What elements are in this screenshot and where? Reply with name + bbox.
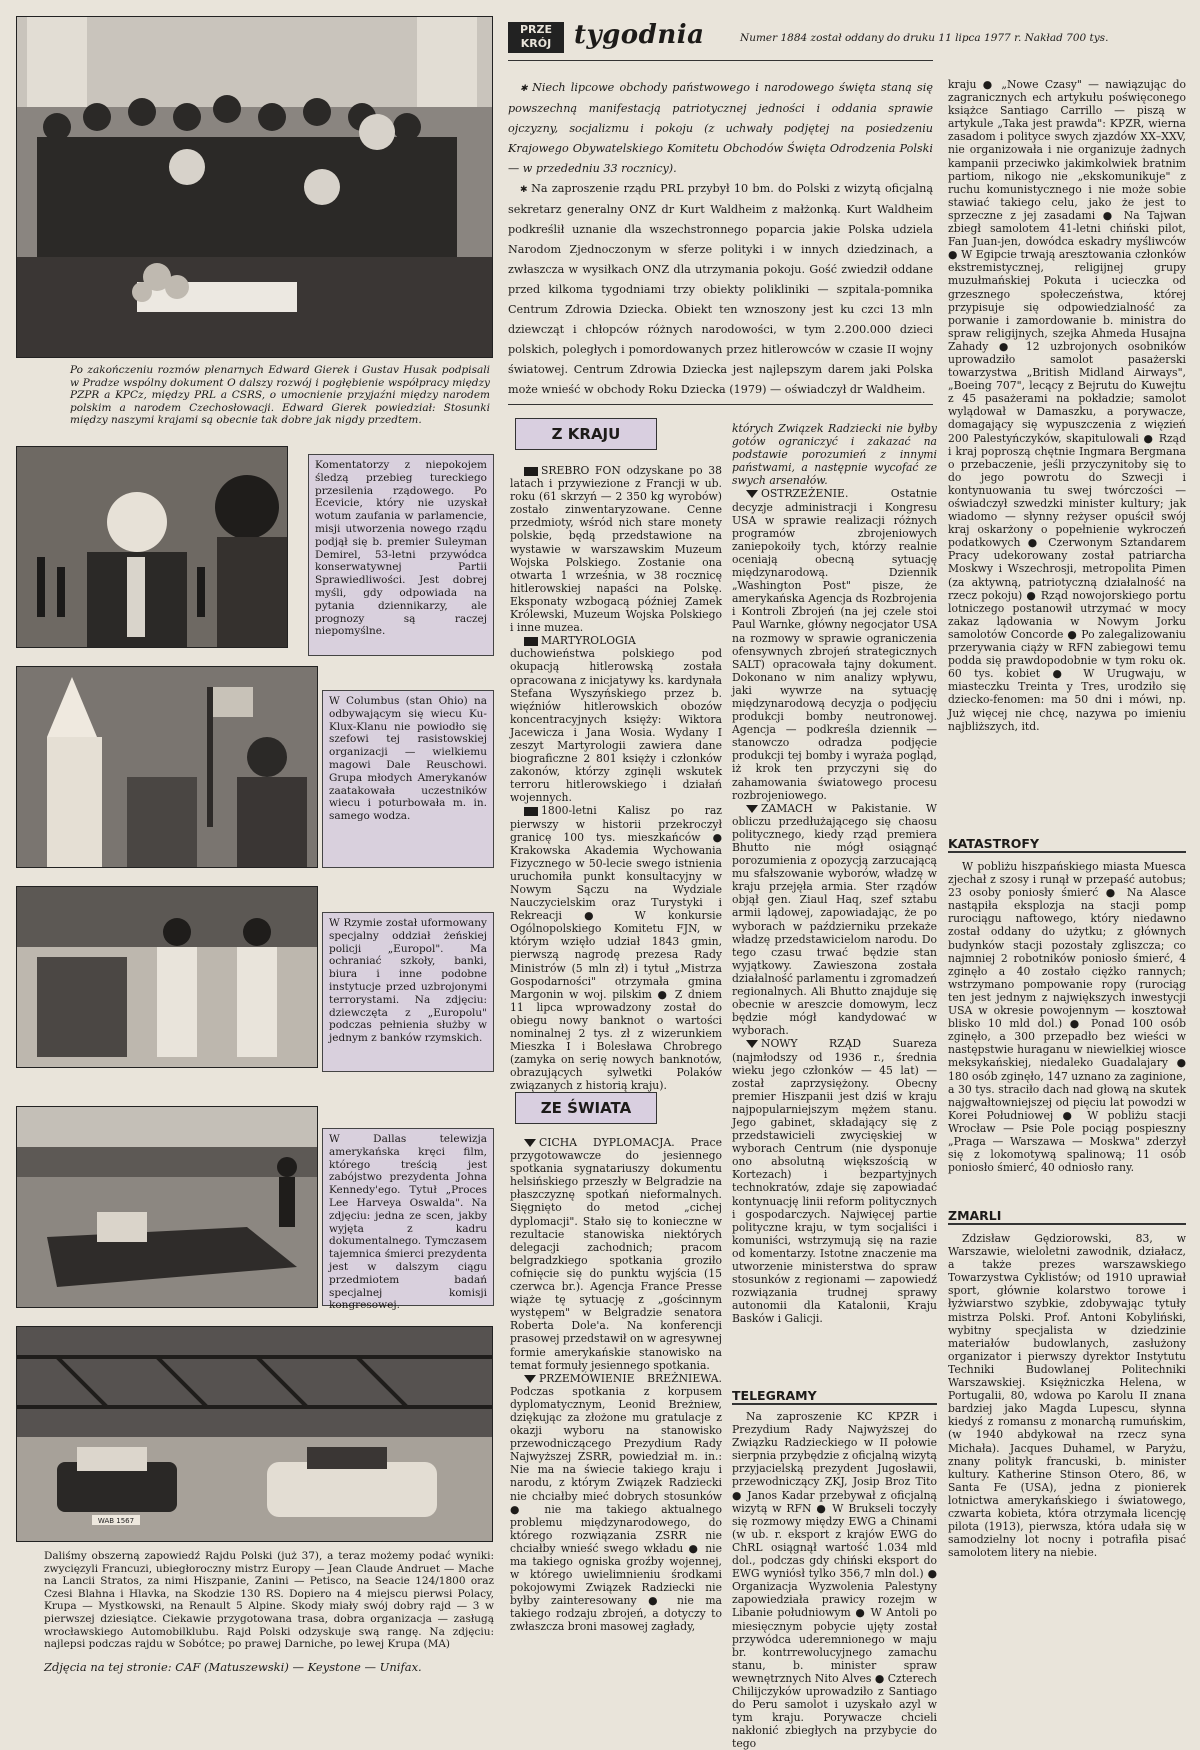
ze-swiata-p2: PRZEMÓWIENIE BREŻNIEWA. Podczas spotkania z korpusem dyplomatycznym, Leonid Breżniew, dziękując za złożone mu gratulacje z okazji wyboru na stanowisko przewodniczącego Prezydium Rady Najwyższej ZSRR, powiedział m. in.: Nie ma na świecie takiego kraju i narodu, z którym Związek Radziecki nie chciałby mieć dobrych stosunków ● nie ma takiego aktualnego problemu międzynarodowego, do którego rozwiązania ZSRR nie chciałby wnieść swego wkładu ● nie ma takiego ogniska groźby wojennej, w którego uwielimnieniu środkami pokojowymi Związek Radziecki nie byłby zainteresowany ● nie ma takiego rodzaju zbrojeń, a dotyczy to zwłaszcza broni masowej zagłady,	[510, 1371, 722, 1634]
bullet-triangle-icon	[524, 1139, 536, 1147]
photo-kkk-graphic	[17, 667, 317, 867]
caption-signing: Po zakończeniu rozmów plenarnych Edward Gierek i Gustav Husak podpisali w Pradze wspólny dokument O dalszy rozwój i pogłębienie współpracy między PZPR a KPCz, między PRL a CSRS, o umocnienie przyjaźni między narodem polskim a narodem Czechosłowacji. Edward Gierek powiedział: Stosunki między naszymi krajami są obecnie tak dobre jak nigdy przedtem.	[70, 364, 490, 427]
col2b-p2: OSTRZEŻENIE. Ostatnie decyzje administracji i Kongresu USA w sprawie realizacji różnych programów zbrojeniowych zaniepokoiły tych, którzy realnie oceniają obecną sytuację międzynarodową. Dziennik „Washington Post" pisze, że amerykańska Agencja ds Rozbrojenia i Kontroli Zbrojeń (na jej czele stoi Paul Warnke, główny negocjator USA na rozmowy w sprawie ograniczenia ofensywnych zbrojeń strategicznych SALT) opracowała tajny dokument. Dokonano w nim analizy wpływu, jaki wywrze na sytuację międzynarodową decyzja o podjęciu produkcji bomby neutronowej. Agencja — podkreśla dziennik — stanowczo odradza podjęcie produkcji tej bomby i wyraża pogląd, iż krok ten przyczyni się do zahamowania światowego procesu rozbrojeniowego.	[732, 487, 937, 802]
photo-rally-graphic	[17, 1327, 492, 1541]
heading-telegramy: TELEGRAMY	[732, 1388, 937, 1405]
logo-przekroj	[508, 22, 564, 53]
col2b-p1: których Związek Radziecki nie byłby gotów ograniczyć i zakazać na podstawie porozumień z innymi państwami, a następnie wycofać ze swych arsenałów.	[732, 422, 937, 488]
caption-europol-box	[322, 912, 494, 1072]
caption-demirel: Komentatorzy z niepokojem śledzą przebieg tureckiego przesilenia rządowego. Po Ecevicie, który nie uzyskał wotum zaufania w parlamencie, misji utworzenia nowego rządu podjął się b. premier Suleyman Demirel, 53-letni przywódca konserwatywnej Partii Sprawiedliwości. Jest dobrej myśli, gdy odpowiada na pytania dziennikarzy, ale prognozy są raczej niepomyślne.	[315, 459, 487, 638]
zmarli-column	[948, 1232, 1186, 1559]
caption-rally: Daliśmy obszerną zapowiedź Rajdu Polski (już 37), a teraz możemy podać wyniki: zwycięzyli Francuzi, ubiegłoroczny mistrz Europy — Jean Claude Andruet — Mache na Lancii Stratos, za nimi Hiszpanie, Zanini — Petisco, na Seacie 124/1800 oraz Czesi Blahna i Hlavka, na Skodzie 130 RS. Dopiero na 4 miejscu pierwsi Polacy, Krupa — Mystkowski, na Renault 5 Alpine. Skody miały swój dobry rajd — 3 w pierwszej dziesiątce. Ciekawie przygotowana trasa, dobra organizacja — zasługą wrocławskiego Automobilklubu. Rajd Polski odzyskuje swą rangę. Na zdjęciu: najlepsi podczas rajdu w Sobótce; po prawej Darniche, po lewej Krupa (MA)	[44, 1550, 494, 1651]
heading-ze-swiata: ZE ŚWIATA	[515, 1092, 657, 1124]
photo-dallas-graphic	[17, 1107, 317, 1307]
world-news-column	[732, 422, 937, 1325]
photo-europol-graphic	[17, 887, 317, 1067]
bullet-triangle-icon	[746, 1040, 758, 1048]
caption-dallas-box	[322, 1128, 494, 1312]
caption-demirel-box	[308, 454, 494, 656]
col3-p1: kraju ● „Nowe Czasy" — nawiązując do zagranicznych ech artykułu poświęconego książce Santiago Carrillo — piszą w artykule „Taka jest prawda": KPZR, wierna zasadom i polityce swych zjazdów XX–XXV, nie organizowała i nie organizuje żadnych kampanii przeciwko jakimkolwiek bratnim partiom, nikogo nie „ekskomunikuje" z ruchu komunistycznego i nie może sobie stawiać takiego celu, jako że jest to sprzeczne z jej zasadami ● Na Tajwan zbiegł samolotem 41-letni chiński pilot, Fan Juan-jen, dowódca eskadry myśliwców ● W Egipcie trwają aresztowania członków ekstremistycznej, religijnej grupy muzułmańskiej Pokuta i ucieczka od grzesznego społeczeństwa, której przypisuje się odpowiedzialność za porwanie i zamordowanie b. ministra do spraw religijnych, szejka Ahmeda Husajna Zahady ● 12 uzbrojonych osobników uprowadziło samolot pasażerski towarzystwa „British Midland Airways", „Boeing 707", lecący z Bejrutu do Kuwejtu z 45 pasażerami na pokładzie; samolot wylądował w Damaszku, a porywacze, domagający się wypuszczenia z więzień 200 Palestyńczyków, skapitulowali ● Rząd i kraj poproszą chętnie Ingmara Bergmana o przebaczenie, jeśli przyczynitoby się to do jego powrotu do Szwecji i kontynuowania tu swej twórczości — oświadczył szwedzki minister kultury; jak wiadomo — słynny reżyser opuścił swój kraj oskarżony o popełnienie wykroczeń podatkowych ● Czerwonym Sztandarem Pracy udekorowany został patriarcha Moskwy i Wszechrosji, metropolita Pimen (za aktywną, patriotyczną działalność na rzecz pokoju) ● Rząd nowojorskiego portu lotniczego postanowił utrzymać w mocy zakaz lądowania w Nowym Jorku samolotów Concorde ● Po zalegalizowaniu przerywania ciąży w RFN zabiegowi temu podda się prawdopodobnie w tym roku ok. 60 tys. kobiet ● W Urugwaju, w miasteczku Treinta y Tres, urodziło się dziecko-fenomen: ma 50 dni i mówi, np. Już więcej nie chcę, nazywa po imieniu najbliższych, itd.	[948, 78, 1186, 733]
right-column	[948, 78, 1186, 733]
top-para-1: Niech lipcowe obchody państwowego i narodowego święta staną się powszechną manifestacją patriotycznej jedności i oddania sprawie ojczyzny, socjalizmu i pokoju (z uchwały podjętej na posiedzeniu Krajowego Obywatelskiego Komitetu Obchodów Święta Odrodzenia Polski — w przededniu 33 rocznicy).	[508, 81, 934, 175]
asterisk-icon: ✱	[520, 84, 533, 94]
photo-demirel-graphic	[17, 447, 287, 647]
photo-signing-graphic	[17, 17, 492, 357]
z-kraju-p1: SREBRO FON odzyskane po 38 latach i przywiezione z Francji w ub. roku (61 skrzyń — 2 350 kg wyrobów) zostało zinwentaryzowane. Cenne przedmioty, wśród nich stare monety polskie, będą przedstawione na wystawie w warszawskim Muzeum Wojska Polskiego. Zostanie ona otwarta 1 września, w 38 rocznicę hitlerowskiej napaści na Polskę. Eksponaty wzbogacą później Zamek Królewski, Muzeum Wojska Polskiego i inne muzea.	[510, 464, 722, 635]
bullet-triangle-icon	[524, 1375, 536, 1383]
caption-kkk: W Columbus (stan Ohio) na odbywającym się wiecu Ku-Klux-Klanu nie powiodło się szefowi tej rasistowskiej organizacji — wielkiemu magowi Dale Reuschowi. Grupa młodych Amerykanów zaatakowała uczestników wiecu i poturbowała m. in. samego wodza.	[329, 695, 487, 823]
z-kraju-column	[510, 464, 722, 1093]
photo-signing-ceremony	[16, 16, 493, 358]
bullet-square-icon	[524, 467, 538, 476]
top-block-rule	[508, 404, 933, 405]
photo-kkk	[16, 666, 318, 868]
heading-z-kraju: Z KRAJU	[515, 418, 657, 450]
bullet-square-icon	[524, 637, 538, 646]
katastrofy-text: W pobliżu hiszpańskiego miasta Muesca zjechał z szosy i runął w przepaść autobus; 23 osoby poniosły śmierć ● Na Alasce nastąpiła eksplozja na stacji pomp rurociągu naftowego, który niedawno został oddany do użytku; z głównych budynków stacji pozostały zgliszcza; co najmniej 2 robotników poniosło śmierć, 4 zginęło a 40 zostało ciężko rannych; wstrzymano pompowanie ropy (rurociąg ten jest jednym z największych inwestycji USA w okresie powojennym — kosztował blisko 10 mld dol.) ● Ponad 100 osób zginęło, a 300 przepadło bez wieści w następstwie huraganu w niewielkiej wiosce meksykańskiej, niedaleko Guadalajary ● 180 osób zginęło, 147 uznano za zaginione, a 30 tys. straciło dach nad głową na skutek najgwałtowniejszej od pięciu lat powodzi w Korei Południowej ● W pobliżu stacji Wrocław — Psie Pole pociąg pospieszny „Praga — Warszawa — Moskwa" zderzył się z lokomotywą spalinową; 11 osób poniosło śmierć, 40 odniosło rany.	[948, 860, 1186, 1175]
caption-kkk-box	[322, 690, 494, 868]
caption-dallas: W Dallas telewizja amerykańska kręci film, którego treścią jest zabójstwo prezydenta Johna Kennedy'ego. Tytuł „Proces Lee Harveya Oswalda". Na zdjęciu: jedna ze scen, jakby wyjęta z kadru dokumentalnego. Tymczasem tajemnica śmierci prezydenta jest w dalszym ciągu przedmiotem badań specjalnej komisji kongresowej.	[329, 1133, 487, 1312]
logo-bottom-text: KRÓJ	[520, 37, 552, 50]
z-kraju-p2: MARTYROLOGIA duchowieństwa polskiego pod okupacją hitlerowską została opracowana z inicjatywy ks. kardynała Stefana Wyszyńskiego przez b. więźniów hitlerowskich obozów koncentracyjnych księży: Wiktora Jacewicza i Jana Wosia. Wydany I zeszyt Martyrologii zawiera dane biograficzne 2 801 księży i członków zakonów, którzy zginęli wskutek terroru hitlerowskiego i działań wojennych.	[510, 634, 722, 805]
ze-swiata-p1: CICHA DYPLOMACJA. Prace przygotowawcze do jesiennego spotkania sygnatariuszy dokumentu helsińskiego przeszły w Belgradzie na płaszczyznę spotkań nieformalnych. Sięgnięto do metod „cichej dyplomacji". Stało się to konieczne w rezultacie stanowiska niektórych delegacji zachodnich; pracom belgradzkiego spotkania groziło cofnięcie się do punktu wyjścia (15 czerwca br.). Agencja France Presse wiąże tę sytuację z „gościnnym występem" w Belgradzie senatora Roberta Dole'a. Na konferencji prasowej przedstawił on w agresywnej formie amerykańskie stanowisko na temat formuły jesiennego spotkania.	[510, 1136, 722, 1372]
col2b-p4: NOWY RZĄD Suareza (najmłodszy od 1936 r., średnia wieku jego członków — 45 lat) — został zaprzysiężony. Obecny premier Hiszpanii jest dziś w kraju najpopularniejszym mężem stanu. Jego gabinet, składający się z przedstawicieli zwycięskiej w wyborach Centrum (nie dysponuje ono absolutną większością w Kortezach) i bezpartyjnych technokratów, zdaje się zapowiadać kontynuację linii reform politycznych i gospodarczych. Najwięcej partie polityczne kraju, w tym socjaliści i komuniści, wstrzymują się na razie od komentarzy. Istotne znaczenie ma utworzenie ministerstwa do spraw stosunków z regionami — zapowiedź rozwiązania trudnej sprawy autonomii dla Katalonii, Kraju Basków i Galicji.	[732, 1037, 937, 1326]
logo-top-text: PRZE	[519, 23, 553, 36]
header-rule	[508, 60, 933, 61]
newspaper-page	[10, 8, 1192, 1750]
heading-katastrofy: KATASTROFY	[948, 836, 1186, 853]
telegramy-p1: Na zaproszenie KC KPZR i Prezydium Rady Najwyższej do Związku Radzieckiego w II połowie sierpnia przybędzie z oficjalną wizytą przyjacielską prezydent Jugosławii, przewodniczący ZKJ, Josip Broz Tito ● Janos Kadar przebywał z oficjalną wizytą w RFN ● W Brukseli toczyły się rozmowy między EWG a Chinami (w ub. r. eksport z krajów EWG do ChRL osiągnął wartość 1.034 mld dol., podczas gdy chiński eksport do EWG wyniósł tylko 356,7 mln dol.) ● Organizacja Wyzwolenia Palestyny zapowiedziała prawicy rozejm w Libanie południowym ● W Antoli po miesięcznym pobycie ujęty został przywódca uderemnionego w maju br. kontrrewolucyjnego zamachu stanu, b. minister spraw wewnętrznych Nito Alves ● Czterech Chilijczyków uprowadziło z Santiago do Peru samolot i uzyskało azyl w tym kraju. Porywacze chcieli nakłonić zbiegłych na przybycie do tego	[732, 1410, 937, 1750]
photo-demirel	[16, 446, 288, 648]
photo-europol	[16, 886, 318, 1068]
photo-dallas	[16, 1106, 318, 1308]
zmarli-text: Zdzisław Gędziorowski, 83, w Warszawie, wieloletni zawodnik, działacz, a także prezes warszawskiego Towarzystwa Cyklistów; od 1910 uprawiał sport, głównie kolarstwo torowe i łyżwiarstwo szybkie, zdobywając tytuły mistrza Polski. Prof. Antoni Kobyliński, wybitny specjalista w dziedzinie materiałów budowlanych, zasłużony organizator i pierwszy dyrektor Instytutu Techniki Budowlanej Politechniki Warszawskiej. Księżniczka Helena, w Portugalii, 80, wdowa po Karolu II znana bardziej jako Magda Lupescu, słynna kiedyś z romansu z monarchą rumuńskim, (w 1940 abdykował na rzecz syna Michała). Jacques Duhamel, w Paryżu, znany polityk francuski, b. minister kultury. Katherine Stinson Otero, 86, w Santa Fe (USA), jedna z pionierek lotnictwa amerykańskiego i światowego, czwarta kobieta, która otrzymała licencję pilota (1913), pierwsza, która udała się w samodzielny lot nocny i potrafiła pisać samolotem litery na niebie.	[948, 1232, 1186, 1560]
telegramy-column	[732, 1410, 937, 1750]
heading-zmarli: ZMARLI	[948, 1208, 1186, 1225]
photo-credits: Zdjęcia na tej stronie: CAF (Matuszewski) — Keystone — Unifax.	[44, 1660, 422, 1674]
ze-swiata-column	[510, 1136, 722, 1634]
issue-line: Numer 1884 został oddany do druku 11 lipca 1977 r. Nakład 700 tys.	[740, 32, 1109, 44]
col2b-p3: ZAMACH w Pakistanie. W obliczu przedłużającego się chaosu politycznego, kiedy rząd premiera Bhutto nie mógł osiągnąć porozumienia z opozycją zarzucającą mu sfałszowanie wyborów, władzę w kraju przejęła armia. Ster rządów objął gen. Ziaul Haq, szef sztabu armii lądowej, zapowiadając, że po wyborach w październiku przekaże władzę przedstawicielom narodu. Do tego czasu trwać będzie stan wyjątkowy. Zawieszona została działalność parlamentu i zgromadzeń regionalnych. Ali Bhutto znajduje się obecnie w areszcie domowym, lecz będzie mógł kandydować w wyborach.	[732, 801, 937, 1038]
photo-rally	[16, 1326, 493, 1542]
z-kraju-p3: 1800-letni Kalisz po raz pierwszy w historii przekroczył granicę 100 tys. mieszkańców ● Krakowska Akademia Wychowania Fizycznego w 50-lecie swego istnienia uruchomiła punkt konsultacyjny w Nowym Sączu na Wydziale Nauczycielskim oraz Turystyki i Rekreacji ● W konkursie Ogólnopolskiego Komitetu FJN, w którym wzięło udział 1843 gmin, pierwszą nagrodę prezesa Rady Ministrów (5 mln zł) i tytuł „Mistrza Gospodarności" otrzymała gmina Margonin w woj. pilskim ● Z dniem 11 lipca wprowadzony został do obiegu nowy banknot o wartości nominalnej 2 tys. zł z wizerunkiem Mieszka I i Bolesława Chrobrego (zamyka on serię nowych banknotów, obrazujących sylwetki Polaków związanych z historią kraju).	[510, 804, 722, 1093]
caption-europol: W Rzymie został uformowany specjalny oddział żeńskiej policji „Europol". Ma ochraniać szkoły, banki, biura i inne podobne instytucje przed uzbrojonymi terrorystami. Na zdjęciu: dziewczęta z „Europolu" podczas pełnienia służby w jednym z banków rzymskich.	[329, 917, 487, 1045]
asterisk-icon: ✱	[520, 185, 532, 195]
bullet-triangle-icon	[746, 805, 758, 813]
top-news-block	[508, 78, 933, 400]
rally-plate-text: WAB 1567	[97, 1517, 135, 1525]
top-para-2: Na zaproszenie rządu PRL przybył 10 bm. do Polski z wizytą oficjalną sekretarz generalny ONZ dr Kurt Waldheim z małżonką. Kurt Waldheim podkreślił uznanie dla wszechstronnego poparcia jakie Polska udziela Narodom Zjednoczonym w sferze polityki i w innych dziedzinach, a zwłaszcza w wysiłkach ONZ dla utrzymania pokoju. Gość zwiedził oddane przed kilkoma tygodniami trzy obiekty polikliniki — szpitala-pomnika Centrum Zdrowia Dziecka. Obiekt ten wznoszony jest ku czci 13 mln dziewcząt i chłopców różnych narodowości, w tym 2.200.000 dzieci polskich, poległych i pomordowanych przez hitlerowców w czasie II wojny światowej. Centrum Zdrowia Dziecka jest najlepszym darem jaki Polska może wnieść w obchody Roku Dziecka (1979) — oświadczył dr Waldheim.	[508, 182, 933, 396]
bullet-square-icon	[524, 807, 538, 816]
katastrofy-column	[948, 860, 1186, 1174]
bullet-triangle-icon	[746, 490, 758, 498]
section-title: tygodnia	[574, 20, 705, 50]
